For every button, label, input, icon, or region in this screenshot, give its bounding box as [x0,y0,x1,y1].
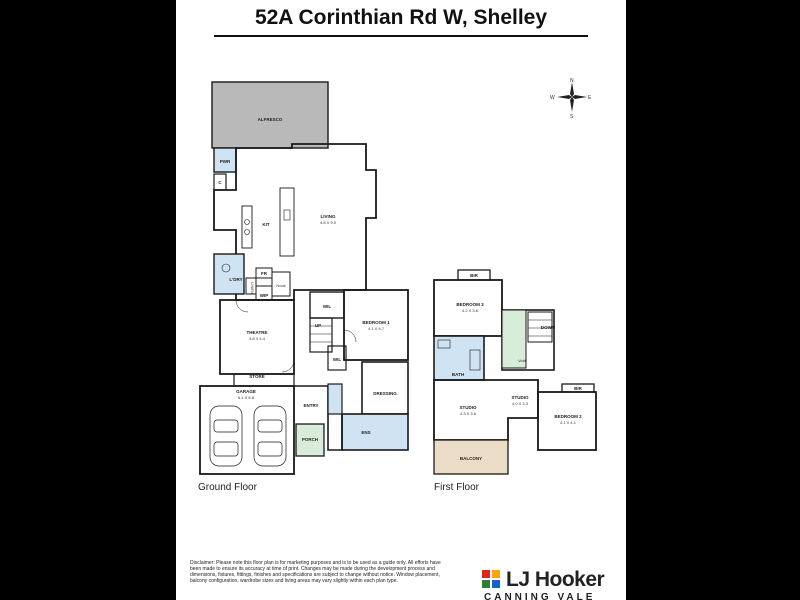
car-icon [210,406,242,466]
room-dim-garage: 6.1 X 6.8 [237,395,255,400]
room-label-theatre: THEATRE [246,330,268,335]
room-label-linen: LINEN [250,282,255,294]
ensuite [342,414,408,450]
room-label-bir-3: BIR [470,273,478,278]
room-label-fr: FR [261,271,267,276]
page-title: 52A Corinthian Rd W, Shelley [254,6,548,29]
room-label-c: C [218,180,222,185]
car-icon [254,406,286,466]
compass-s: S [570,114,574,120]
room-label-nook: Nook [276,283,286,288]
room-dim-theatre: 4.8 X 4.4 [248,336,266,341]
room-label-bedroom-2: BEDROOM 2 [554,414,582,419]
floor-plan-drawing [176,0,626,600]
room-dim-studio: 4.3 X 3.6 [459,411,477,416]
room-label-balcony: BALCONY [459,456,483,461]
kitchen-island [280,188,294,256]
room-label-porch: PORCH [301,437,319,442]
room-label-pwr: PWR [219,159,231,164]
entry-powder [328,384,342,414]
room-label-wil-2: WIL [332,357,342,362]
floor-plan-sheet [176,0,626,600]
room-label-wip: WIP [259,293,269,298]
room-label-living: LIVING [320,214,336,219]
dressing-room [362,362,408,414]
first-floor-label: First Floor [434,482,479,493]
disclaimer-text: Disclaimer: Please note this floor plan is for marketing purposes and is to be used as a guide only. All efforts have been made to ensure its accuracy at time of print. Changes may be made during the development process and dimensions, fixtures, fittings, finishes and specifications are subject to change without notice. Window placement, balcony configuration, wardrobe sizes and living areas may vary slightly within each plan type. [190,560,441,584]
compass-e: E [588,95,592,101]
compass-w: W [550,95,555,101]
room-label-store: STORE [249,374,265,379]
kitchen-bench [242,206,252,248]
ground-floor-label: Ground Floor [198,482,257,493]
brand-office: CANNING VALE [484,592,596,600]
brand-mark-icon [482,570,500,588]
brand-name: LJ Hooker [506,568,605,591]
room-dim-bedroom-3: 4.2 X 3.6 [461,308,479,313]
cooktop-icon [245,230,250,235]
room-label-entry: ENTRY [303,403,319,408]
studio [434,380,538,440]
room-label-ens: ENS [361,430,371,435]
cooktop-icon [245,220,250,225]
room-label-alfresco: ALFRESCO [257,117,283,122]
room-label-bedroom-3: BEDROOM 3 [456,302,484,307]
door-swing [236,300,248,312]
room-label-garage: GARAGE [236,389,256,394]
room-label-up: UP [314,323,322,328]
lj-hooker-logo [482,568,622,600]
door-swing [282,360,294,372]
door-swing [344,330,356,342]
room-label-bir-2: BIR [574,386,582,391]
laundry-room [214,254,244,294]
room-label-ldry: L'DRY [229,277,243,282]
room-dim-studio-upper: 4.0 X 3.3 [511,401,529,406]
room-label-down: DOWN [540,325,556,330]
room-label-bath: BATH [451,372,465,377]
compass-n: N [570,78,574,84]
room-dim-bedroom-2: 4.1 X 4.1 [559,420,577,425]
room-label-dressing: DRESSING [373,391,397,396]
alfresco-area [212,82,328,148]
room-label-wil: WIL [322,304,332,309]
sink-icon [284,210,290,220]
room-dim-living: 4.8 X 9.0 [319,220,337,225]
room-label-bedroom-1: BEDROOM 1 [362,320,390,325]
room-label-studio: STUDIO [459,405,477,410]
room-label-kit: KIT [262,222,270,227]
bedroom-1 [344,290,408,360]
room-label-void: Void [518,358,526,363]
compass-rose-icon [550,78,592,120]
room-label-studio-upper: STUDIO [511,395,529,400]
room-dim-bedroom-1: 4.1 X 4.7 [367,326,385,331]
